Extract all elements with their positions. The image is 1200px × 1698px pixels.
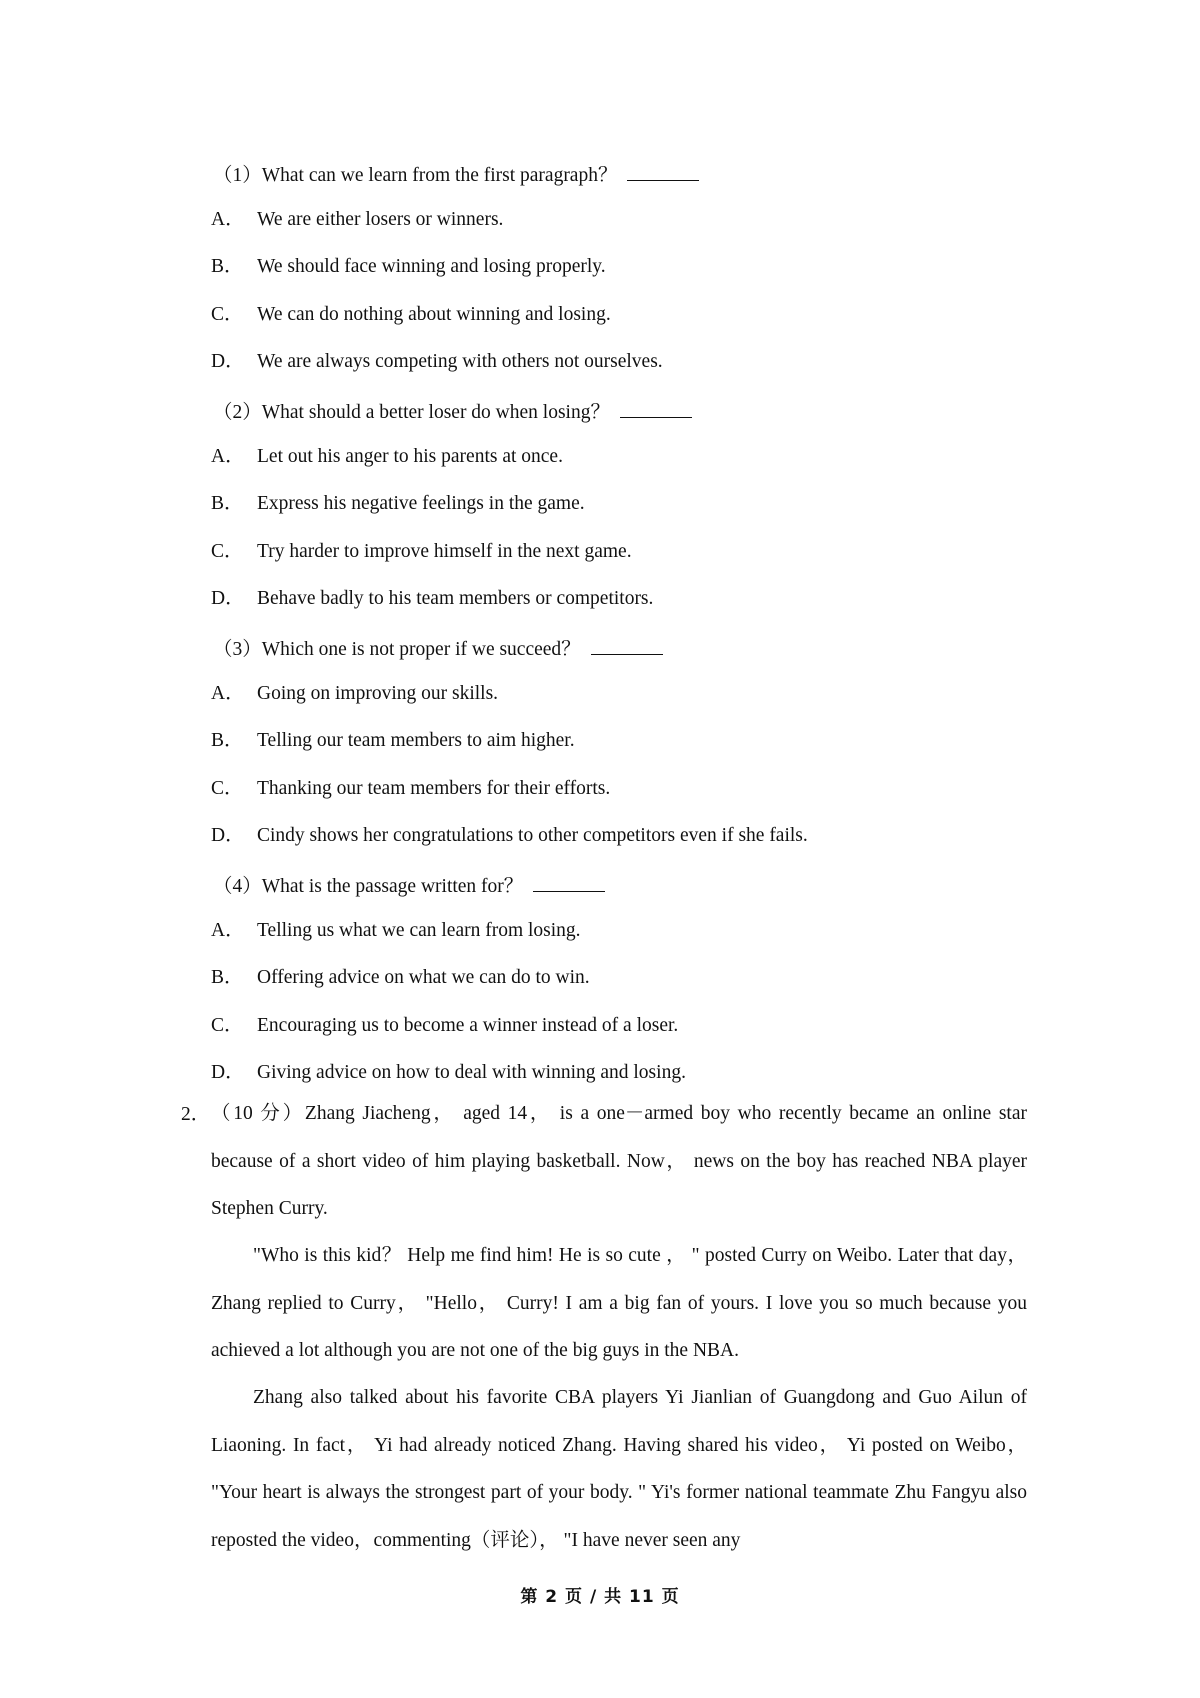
question-2-option-d: D． Behave badly to his team members or competitors. <box>211 588 654 609</box>
question-2-option-b: B． Express his negative feelings in the game. <box>211 493 585 514</box>
question-2-option-c: C． Try harder to improve himself in the next game. <box>211 541 632 562</box>
question-1-option-b: B． We should face winning and losing properly. <box>211 256 606 277</box>
question-2-stem: （2）What should a better loser do when losing？ <box>213 400 692 423</box>
question-3-option-d: D． Cindy shows her congratulations to other competitors even if she fails. <box>211 825 808 846</box>
answer-blank[interactable] <box>533 874 605 892</box>
question-2-option-a: A． Let out his anger to his parents at once. <box>211 446 563 467</box>
passage-paragraph-1: （10 分）Zhang Jiacheng， aged 14， is a one－armed boy who recently became an online star because of a short video of him playing basketball. Now， news on the boy has reached NBA player Stephen Curry. <box>211 1103 1027 1220</box>
passage-paragraph-2: "Who is this kid？ Help me find him! He is so cute ， " posted Curry on Weibo. Later that day， Zhang replied to Curry， "Hello， Curry! I am a big fan of yours. I love you so much because you achieved a lot although you are not one of the big guys in the NBA. <box>211 1245 1027 1362</box>
question-4-option-c: C． Encouraging us to become a winner instead of a loser. <box>211 1015 679 1036</box>
answer-blank[interactable] <box>591 637 663 655</box>
question-3-stem: （3）Which one is not proper if we succeed？ <box>213 637 663 660</box>
question-number: 2． <box>181 1104 211 1125</box>
question-4-stem: （4）What is the passage written for？ <box>213 874 605 897</box>
answer-blank[interactable] <box>620 400 692 418</box>
question-3-option-a: A． Going on improving our skills. <box>211 683 499 704</box>
question-4-option-a: A． Telling us what we can learn from losing. <box>211 920 581 941</box>
question-4-option-d: D． Giving advice on how to deal with winning and losing. <box>211 1062 686 1083</box>
question-3-option-b: B． Telling our team members to aim higher. <box>211 730 575 751</box>
question-1-stem: （1）What can we learn from the first paragraph？ <box>213 163 699 186</box>
question-4-option-b: B． Offering advice on what we can do to win. <box>211 967 590 988</box>
question-1-option-d: D． We are always competing with others not ourselves. <box>211 351 663 372</box>
passage-paragraph-3: Zhang also talked about his favorite CBA players Yi Jianlian of Guangdong and Guo Ailun of Liaoning. In fact， Yi had already noticed Zhang. Having shared his video， Yi posted on Weibo， "Your heart is always the strongest part of your body. " Yi's former national teammate Zhu Fangyu also reposted the video，commenting（评论）， "I have never seen any <box>211 1387 1027 1551</box>
question-1-option-c: C． We can do nothing about winning and losing. <box>211 304 611 325</box>
page-footer: 第 2 页 / 共 11 页 <box>520 1587 680 1607</box>
answer-blank[interactable] <box>627 163 699 181</box>
question-1-option-a: A． We are either losers or winners. <box>211 209 504 230</box>
question-3-option-c: C． Thanking our team members for their efforts. <box>211 778 611 799</box>
